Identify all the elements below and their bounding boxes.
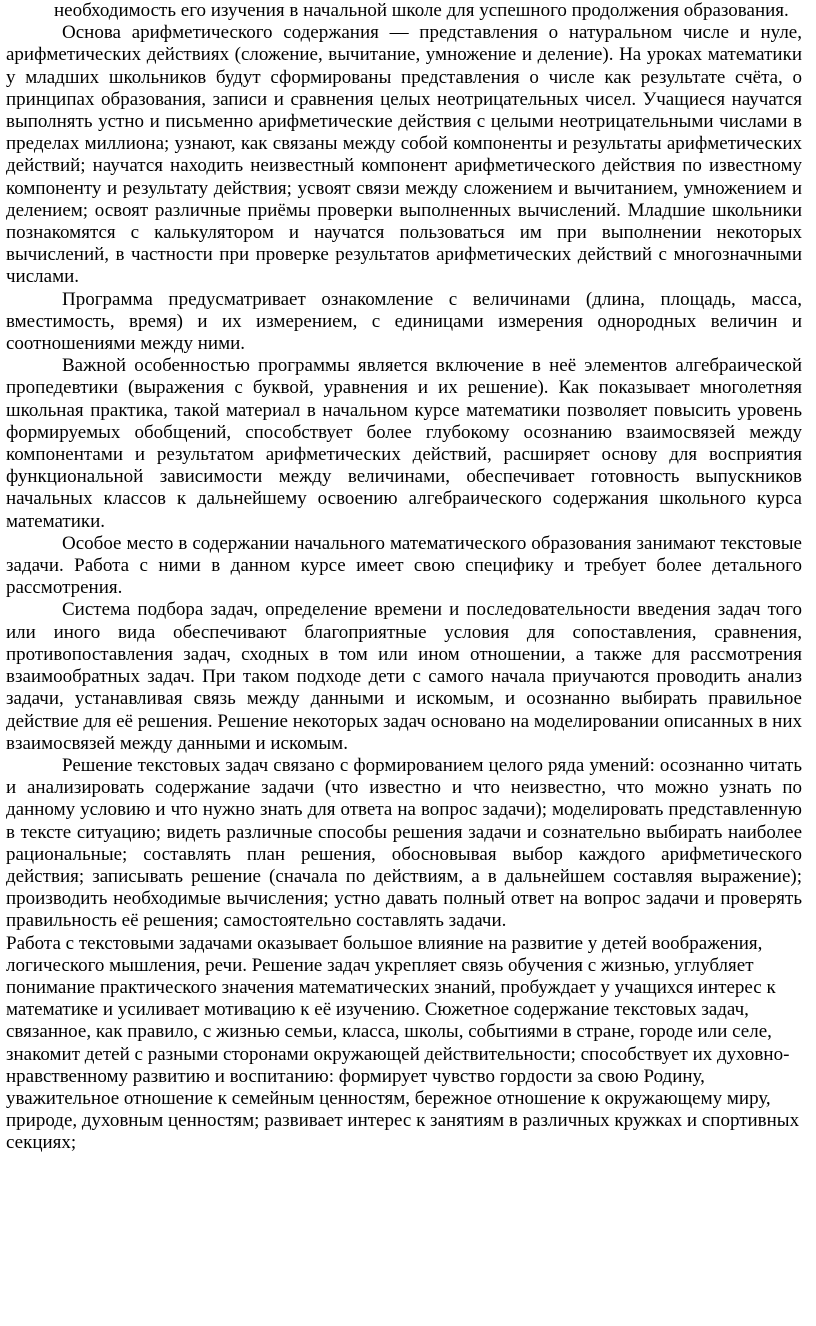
paragraph-problem-selection: Система подбора задач, определение времени и последовательности введения задач того или иного вида обеспечивают благоприятные условия для сопоставления, сравнения, противопоставления задач, сходных в том или ином отношении, а также для рассмотрения взаимообратных задач. При таком подходе дети с самого начала приучаются проводить анализ задачи, устанавливая связь между данными и искомым, и осознанно выбирать правильное действие для её решения. Решение некоторых задач основано на моделировании описанных в них взаимосвязей между данными и искомым. (6, 599, 802, 754)
paragraph-arithmetic-content: Основа арифметического содержания — представления о натуральном числе и нуле, арифметических действиях (сложение, вычитание, умножение и деление). На уроках математики у младших школьников будут сформированы представления о числе как результате счёта, о принципах образования, записи и сравнения целых неотрицательных чисел. Учащиеся научатся выполнять устно и письменно арифметические действия с целыми неотрицательными числами в пределах миллиона; узнают, как связаны между собой компоненты и результаты арифметических действий; научатся находить неизвестный компонент арифметического действия по известному компоненту и результату действия; усвоят связи между сложением и вычитанием, умножением и делением; освоят различные приёмы проверки выполненных вычислений. Младшие школьники познакомятся с калькулятором и научатся пользоваться им при выполнении некоторых вычислений, в частности при проверке результатов арифметических действий с многозначными числами. (6, 22, 802, 288)
paragraph-quantities: Программа предусматривает ознакомление с величинами (длина, площадь, масса, вместимость, время) и их измерением, с единицами измерения однородных величин и соотношениями между ними. (6, 288, 802, 355)
paragraph-word-problems-intro: Особое место в содержании начального математического образования занимают текстовые задачи. Работа с ними в данном курсе имеет свою специфику и требует более детального рассмотрения. (6, 532, 802, 599)
paragraph-algebra-propaedeutics: Важной особенностью программы является включение в неё элементов алгебраической пропедевтики (выражения с буквой, уравнения и их решение). Как показывает многолетняя школьная практика, такой материал в начальном курсе математики позволяет повысить уровень формируемых обобщений, способствует более глубокому осознанию взаимосвязей между компонентами и результатом арифметических действий, расширяет основу для восприятия функциональной зависимости между величинами, обеспечивает готовность выпускников начальных классов к дальнейшему освоению алгебраического содержания школьного курса математики. (6, 355, 802, 532)
paragraph-problem-solving-skills: Решение текстовых задач связано с формированием целого ряда умений: осознанно читать и анализировать содержание задачи (что известно и что неизвестно, что можно узнать по данному условию и что нужно знать для ответа на вопрос задачи); моделировать представленную в тексте ситуацию; видеть различные способы решения задачи и сознательно выбирать наиболее рациональные; составлять план решения, обосновывая выбор каждого арифметического действия; записывать решение (сначала по действиям, а в дальнейшем составляя выражение); производить необходимые вычисления; устно давать полный ответ на вопрос задачи и проверять правильность её решения; самостоятельно составлять задачи. (6, 754, 802, 932)
paragraph-intro-continuation: необходимость его изучения в начальной школе для успешного продолжения образования. (54, 0, 789, 21)
paragraph-problem-influence: Работа с текстовыми задачами оказывает большое влияние на развитие у детей воображения, логического мышления, речи. Решение задач укрепляет связь обучения с жизнью, углубляет понимание практического значения математических знаний, пробуждает у учащихся интерес к математике и усиливает мотивацию к её изучению. Сюжетное содержание текстовых задач, связанное, как правило, с жизнью семьи, класса, школы, событиями в стране, городе или селе, знакомит детей с разными сторонами окружающей действительности; способствует их духовно-нравственному развитию и воспитанию: формирует чувство гордости за свою Родину, уважительное отношение к семейным ценностям, бережное отношение к окружающему миру, природе, духовным ценностям; развивает интерес к занятиям в различных кружках и спортивных секциях; (6, 932, 800, 1154)
